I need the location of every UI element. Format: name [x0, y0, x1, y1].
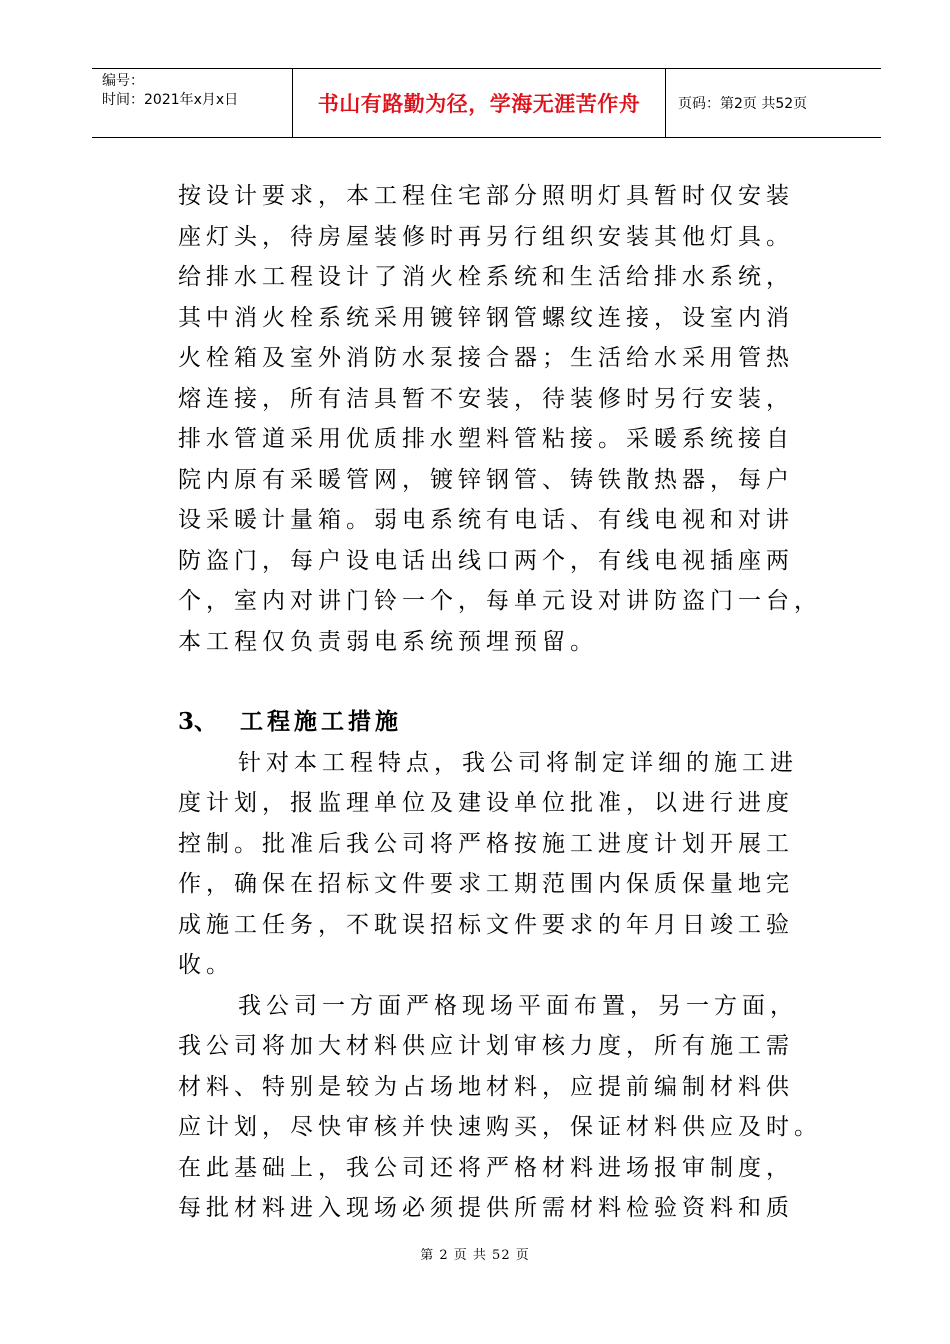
page-label: 页码：第2页 共52页	[678, 96, 808, 112]
paragraph-line: 控制。批准后我公司将严格按施工进度计划开展工	[178, 830, 794, 857]
text-line: 按设计要求，本工程住宅部分照明灯具暂时仅安装	[178, 183, 794, 209]
section-title: 工程施工措施	[240, 708, 402, 735]
paragraph-line: 在此基础上，我公司还将严格材料进场报审制度，	[178, 1154, 794, 1181]
paragraph-line: 针对本工程特点，我公司将制定详细的施工进	[238, 749, 798, 776]
header-page-cell	[666, 69, 881, 137]
text-line: 防盗门，每户设电话出线口两个，有线电视插座两	[178, 547, 794, 574]
paragraph-line: 成施工任务，不耽误招标文件要求的年月日竣工验	[178, 911, 794, 938]
text-line: 座灯头，待房屋装修时再另行组织安装其他灯具。	[178, 223, 794, 250]
paragraph-line: 我公司一方面严格现场平面布置，另一方面，	[238, 992, 798, 1019]
paragraph-line: 作，确保在招标文件要求工期范围内保质保量地完	[178, 871, 794, 897]
motto: 书山有路勤为径，学海无涯苦作舟	[317, 92, 641, 116]
text-line: 火栓箱及室外消防水泵接合器；生活给水采用管热	[178, 345, 794, 371]
text-line: 给排水工程设计了消火栓系统和生活给排水系统，	[178, 264, 794, 290]
text-line: 其中消火栓系统采用镀锌钢管螺纹连接，设室内消	[178, 304, 794, 331]
page-header	[92, 68, 881, 138]
header-motto-cell	[293, 69, 666, 137]
text-line: 排水管道采用优质排水塑料管粘接。采暖系统接自	[178, 426, 794, 452]
serial-label: 编号：	[102, 73, 144, 89]
paragraph-line: 每批材料进入现场必须提供所需材料检验资料和质	[178, 1195, 794, 1221]
paragraph-line: 应计划，尽快审核并快速购买，保证材料供应及时。	[178, 1114, 822, 1140]
text-line: 个，室内对讲门铃一个，每单元设对讲防盗门一台，	[178, 588, 822, 614]
section-heading	[178, 702, 860, 743]
text-line: 设采暖计量箱。弱电系统有电话、有线电视和对讲	[178, 507, 794, 533]
section-number: 3、	[178, 708, 218, 735]
paragraph-line: 度计划，报监理单位及建设单位批准，以进行进度	[178, 790, 794, 816]
time-label: 时间：2021年x月x日	[102, 92, 239, 108]
text-line: 院内原有采暖管网，镀锌钢管、铸铁散热器，每户	[178, 466, 794, 493]
paragraph-line: 材料、特别是较为占场地材料，应提前编制材料供	[178, 1073, 794, 1100]
section-gap	[178, 662, 860, 702]
text-line: 熔连接，所有洁具暂不安装，待装修时另行安装，	[178, 385, 794, 412]
document-body	[178, 176, 860, 1229]
paragraph-line: 我公司将加大材料供应计划审核力度，所有施工需	[178, 1033, 794, 1059]
text-line: 本工程仅负责弱电系统预埋预留。	[178, 628, 598, 655]
page-footer: 第 2 页 共 52 页	[420, 1248, 530, 1263]
header-meta	[92, 69, 293, 137]
paragraph-line: 收。	[178, 952, 234, 978]
